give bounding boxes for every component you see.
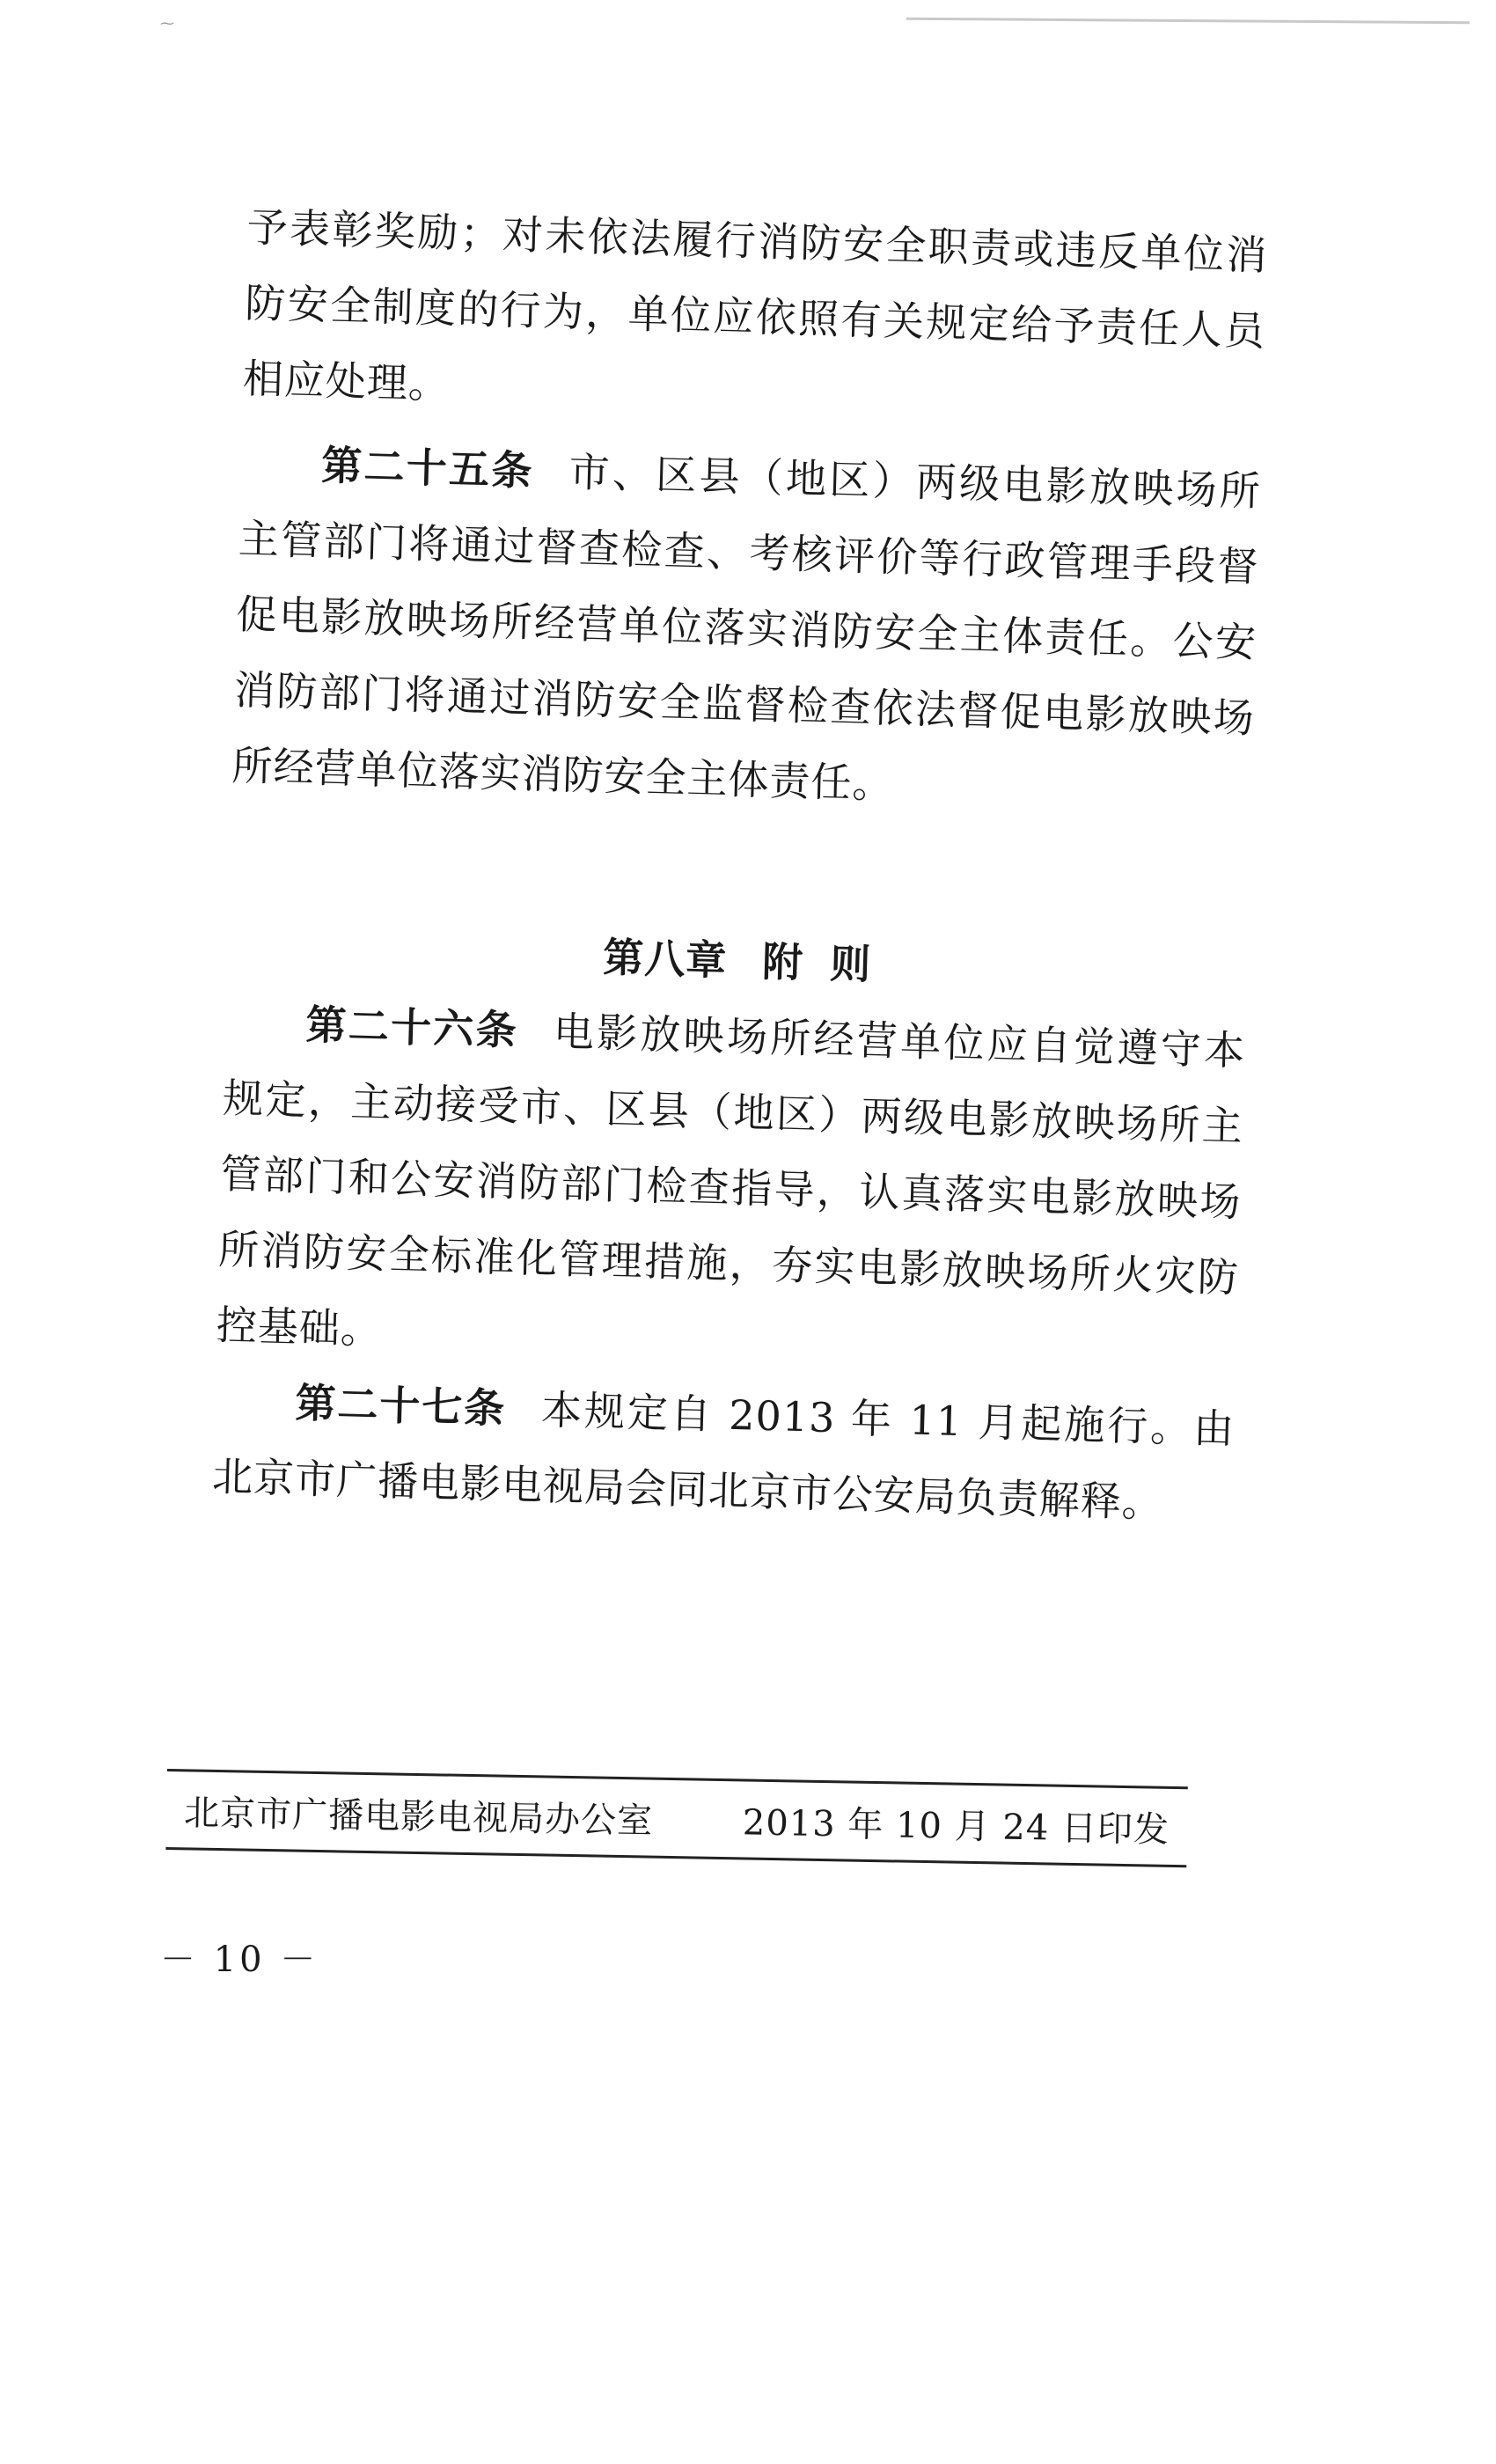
article-27	[211, 1362, 1236, 1542]
document-body	[211, 189, 1269, 1543]
article-text: 市、区县（地区）两级电影放映场所主管部门将通过督查检查、考核评价等行政管理手段督促电影放映场所经营单位落实消防安全主体责任。公安消防部门将通过消防安全监督检查依法督促电影放映场所经营单位落实消防安全主体责任。	[231, 448, 1262, 808]
imprint-block	[165, 1769, 1187, 1867]
chapter-number: 第八章	[602, 933, 728, 985]
imprint-date: 2013 年 10 月 24 日印发	[742, 1801, 1170, 1851]
continuation-paragraph: 予表彰奖励；对未依法履行消防安全职责或违反单位消防安全制度的行为，单位应依照有关规定给予责任人员相应处理。	[242, 202, 1269, 408]
scan-mark: ⁓	[160, 15, 174, 32]
chapter-title-part2: 则	[829, 939, 872, 989]
article-text: 本规定自 2013 年 11 月起施行。由北京市广播电影电视局会同北京市公安局负责解释。	[211, 1385, 1236, 1527]
page-number: － 10 －	[160, 1940, 319, 1980]
article-26	[216, 985, 1247, 1391]
article-text: 电影放映场所经营单位应自觉遵守本规定，主动接受市、区县（地区）两级电影放映场所主管部门和公安消防部门检查指导，认真落实电影放映场所消防安全标准化管理措施，夯实电影放映场所火灾防控基础。	[216, 1008, 1246, 1353]
article-number: 第二十七条	[294, 1379, 507, 1433]
article-number: 第二十五条	[320, 441, 535, 495]
article-number: 第二十六条	[304, 1001, 519, 1054]
chapter-title-part1: 附	[761, 937, 804, 986]
article-25	[231, 425, 1263, 832]
scan-edge-shadow	[906, 18, 1470, 24]
imprint-issuer: 北京市广播电影电视局办公室	[183, 1792, 654, 1842]
